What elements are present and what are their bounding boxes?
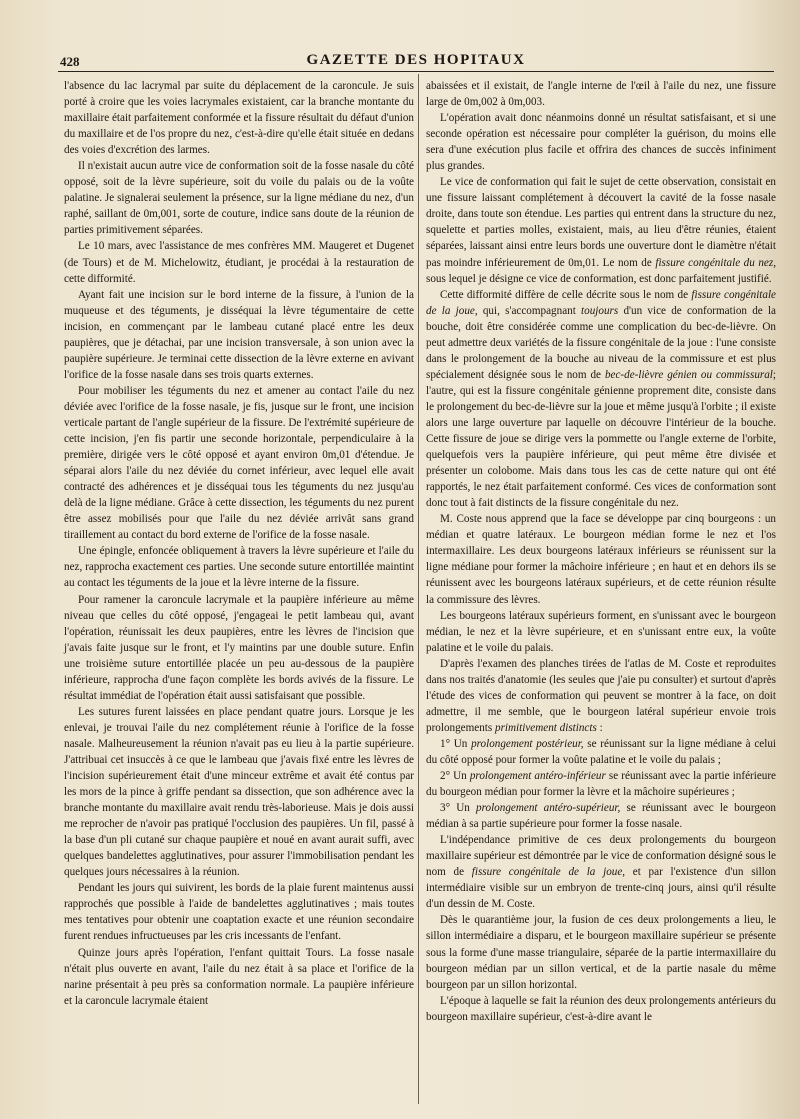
italic-term: prolongement postérieur,	[471, 737, 584, 750]
text-run: :	[596, 721, 603, 734]
text-run: et par l'existence d'un sillon intermédiaire visible sur un embryon de trente-cinq jours, ainsi qu'il résulte d'un dessin de M. Coste.	[426, 866, 776, 911]
italic-term: primitivement distincts	[495, 721, 597, 734]
journal-title: GAZETTE DES HOPITAUX	[306, 52, 526, 68]
list-item	[426, 800, 776, 832]
text-run: 1° Un	[440, 737, 472, 750]
paragraph: Pour mobiliser les téguments du nez et amener au contact l'aile du nez déviée avec l'orifice de la fosse nasale, je fis, jusque sur le front, une incision verticale partant de l'angle supérieur de la fissure. De l'extrémité supérieure de cette incision, j'en fis partir une seconde horizontale, perpendiculaire à la première, dirigée vers le côté opposé et ayant environ 0m,01 d'étendue. Je séparai alors l'aile du nez déviée du cornet inférieur, avec lequel elle avait contracté des adhérences et je disséquai tous les téguments du nez jusqu'au delà de la ligne médiane. Grâce à cette dissection, les téguments du nez purent être assez mobilisés pour que l'aile du nez déviée arrivât sans grand tiraillement au contact du bord externe de l'orifice de la fosse nasale.	[64, 384, 414, 542]
paragraph	[426, 174, 776, 286]
text-run: se réunissant avec le bourgeon médian à sa partie supérieure pour former la fosse nasale.	[426, 802, 777, 831]
text-run: qui, s'accompagnant	[477, 304, 582, 317]
paragraph	[426, 656, 776, 736]
paragraph: Pour ramener la caroncule lacrymale et la paupière inférieure au même niveau que celles du côté opposé, j'engageai le petit lambeau qui, avant l'opération, réunissait les deux paupières, entre les lèvres de l'incision que j'avais faite jusque sur le front, et l'y maintins par une double suture. Enfin une troisième suture entortillée placée un peu au-dessous de la paupière inférieure, rapprocha d'une façon complète les bords avivés de la fissure. Le résultat immédiat de l'opération était aussi satisfaisant que possible.	[64, 593, 414, 702]
text-run: L'indépendance primitive de ces deux prolongements du bourgeon maxillaire supérieur est démontrée par le vice de conformation désigné sous le nom de	[426, 834, 776, 879]
italic-term: fissure congénitale de la joue,	[471, 866, 626, 879]
italic-term: bec-de-lièvre génien ou commissural	[604, 368, 773, 381]
left-column	[64, 78, 414, 1009]
text-run: Le vice de conformation qui fait le sujet de cette observation, consistait en une fissure laissant complétement à découvert la cavité de la fosse nasale droite, dans toute son étendue. Les parties qui entrent dans la structure du nez, squelette et parties molles, existaient, mais, au lieu d'être réunies, étaient séparées, laissant ainsi entre leurs bords une ouverture dont le diamètre n'était pas moindre inférieurement de 0m,01. Le nom de	[426, 176, 776, 269]
right-column	[426, 78, 776, 1025]
column-divider	[418, 74, 419, 1104]
italic-term: prolongement antéro-inférieur	[469, 770, 606, 783]
paragraph: Les bourgeons latéraux supérieurs forment, en s'unissant avec le bourgeon médian, le nez et la lèvre supérieure, et en s'unissant entre eux, la voûte palatine et le voile du palais.	[426, 609, 776, 654]
italic-term: prolongement antéro-supérieur,	[476, 802, 621, 815]
italic-term: fissure congénitale du nez,	[655, 256, 776, 269]
paragraph: Ayant fait une incision sur le bord interne de la fissure, à l'union de la muqueuse et des téguments, je disséquai la lèvre tégumentaire de cette incision, en commençant par le lambeau cutané placé entre les deux paupières, que je détachai, par une incision transversale, à son union avec la paupière supérieure. Je terminai cette dissection de la lèvre externe en avivant l'orifice de la fosse nasale dans ses trois quarts externes.	[64, 288, 414, 381]
text-run: Cette difformité diffère de celle décrite sous le nom de	[440, 288, 692, 301]
paragraph: Pendant les jours qui suivirent, les bords de la plaie furent maintenus aussi rapprochés que possible à l'aide de bandelettes agglutinatives ; mais toutes mes tentatives pour obtenir une coaptation exacte et une réunion secondaire furent rendues infructueuses par les cris incessants de l'enfant.	[64, 882, 414, 943]
text-run: 2° Un	[440, 770, 470, 783]
text-run: ; l'autre, qui est la fissure congénitale génienne proprement dite, consiste dans le prolongement du bec-de-lièvre sur la joue et même jusqu'à l'orbite ; il existe alors une large ouverture par laquelle on découvre l'intérieur de la bouche. Cette fissure de joue se dirige vers la pommette ou l'angle externe de l'orbite, quelquefois vers la paupière inférieure, qui peut même être divisée et présenter un colobome. Mais dans tous les cas de cette nature qui ont été rapportés, le nez était parfaitement conformé. Ces vices de conformation sont donc tout à fait distincts de la fissure congénitale du nez.	[426, 368, 777, 510]
paragraph: Dès le quarantième jour, la fusion de ces deux prolongements a lieu, le sillon intermédiaire a disparu, et le bourgeon maxillaire supérieur se présente sous la forme d'une masse triangulaire, séparée de la partie intermaxillaire du bourgeon médian par un sillon vertical, et de la partie nasale du même bourgeon par un sillon horizontal.	[426, 914, 776, 991]
paragraph: Une épingle, enfoncée obliquement à travers la lèvre supérieure et l'aile du nez, rapprocha exactement ces parties. Une seconde suture entortillée maintint au contact les téguments de la joue et la lèvre interne de la fissure.	[64, 545, 414, 590]
paragraph: Le 10 mars, avec l'assistance de mes confrères MM. Maugeret et Dugenet (de Tours) et de M. Michelowitz, étudiant, je procédai à la restauration de cette difformité.	[64, 240, 414, 285]
text-run: d'un vice de conformation de la bouche, doit être considérée comme une complication du bec-de-lièvre. On peut admettre deux variétés de la fissure congénitale de la joue : l'une consiste dans le prolongement de la bouche au niveau de la commissure et est plus spécialement désignée sous le nom de	[426, 304, 776, 381]
text-run: 3° Un	[440, 802, 477, 815]
page-header	[60, 50, 772, 72]
page-number: 428	[60, 54, 80, 69]
paragraph: Les sutures furent laissées en place pendant quatre jours. Lorsque je les enlevai, je trouvai l'aile du nez complétement réunie à l'orifice de la fosse nasale. Malheureusement la réunion n'avait pas eu lieu à la partie supérieure. J'attribuai cet insuccès à ce que le lambeau que j'avais fixé entre les lèvres de l'incision supérieurement était d'une minceur extrême et avait été contus par les mors de la pince à griffe pendant sa dissection, que son adhérence avec la branche montante du maxillaire avait rendu très-laborieuse. Mais je dois aussi me reprocher de n'avoir pas pratiqué l'occlusion des paupières. Un fil, passé à la base d'un pli cutané sur chaque paupière et noué en avant aurait suffi, avec quelques bandelettes agglutinatives, pour assurer l'immobilisation pendant les quelques jours nécessaires à la réunion.	[64, 705, 414, 879]
paragraph: Il n'existait aucun autre vice de conformation soit de la fosse nasale du côté opposé, soit de la lèvre supérieure, soit du voile du palais ou de la voûte palatine. Je signalerai seulement la présence, sur la ligne médiane du nez, d'un raphé, saillant de 0m,001, sorte de couture, indice sans doute de la réunion de parties primitivement séparées.	[64, 160, 414, 237]
text-run: D'après l'examen des planches tirées de l'atlas de M. Coste et reproduites dans nos traités d'anatomie (les seules que j'aie pu consulter) et surtout d'après l'étude des vices de conformation qui peuvent se montrer à la face, on doit admettre, il me semble, que le bourgeon latéral supérieur envoie trois prolongements	[426, 657, 776, 734]
header-rule	[58, 71, 774, 72]
paragraph: Quinze jours après l'opération, l'enfant quittait Tours. La fosse nasale n'était plus ouverte en avant, l'aile du nez était à sa place et l'orifice de la narine présentait à peu près sa conformation normale. La paupière inférieure et la caroncule lacrymale étaient	[64, 946, 414, 1007]
paragraph	[426, 832, 776, 912]
italic-term: fissure congénitale de la joue,	[426, 288, 777, 317]
paragraph: L'époque à laquelle se fait la réunion des deux prolongements antérieurs du bourgeon maxillaire supérieur, c'est-à-dire avant le	[426, 994, 776, 1023]
paragraph: abaissées et il existait, de l'angle interne de l'œil à l'aile du nez, une fissure large de 0m,002 à 0m,003.	[426, 80, 776, 109]
italic-term: toujours	[581, 304, 619, 317]
text-run: se réunissant avec la partie inférieure du bourgeon médian pour former la lèvre et la mâchoire supérieures ;	[426, 770, 777, 799]
paragraph: l'absence du lac lacrymal par suite du déplacement de la caroncule. Je suis porté à croire que les voies lacrymales existaient, car la branche montante du maxillaire était parfaitement conformée et la fissure résultait du défaut d'union du maxillaire et de l'os propre du nez, c'est-à-dire qu'elle était située en dedans des voies d'excrétion des larmes.	[64, 80, 414, 157]
list-item	[426, 768, 776, 800]
paragraph: L'opération avait donc néanmoins donné un résultat satisfaisant, et si une seconde opération est nécessaire pour compléter la guérison, du moins elle sera d'une exécution plus facile et offrira des chances de succès infiniment plus grandes.	[426, 112, 776, 173]
list-item	[426, 736, 776, 768]
paragraph	[426, 287, 776, 512]
text-run: sous lequel je désigne ce vice de conformation, est donc parfaitement justifié.	[426, 272, 772, 285]
text-run: se réunissant sur la ligne médiane à celui du côté opposé pour former la voûte palatine et le voile du palais ;	[426, 737, 776, 766]
paragraph: M. Coste nous apprend que la face se développe par cinq bourgeons : un médian et quatre latéraux. Le bourgeon médian forme le nez et l'os intermaxillaire. Les deux bourgeons latéraux inférieurs se réunissent sur la ligne médiane pour former la mâchoire inférieure ; en haut et en dehors ils se réunissent avec les bourgeons latéraux supérieurs, et de cette réunion résulte la commissure des lèvres.	[426, 513, 776, 606]
